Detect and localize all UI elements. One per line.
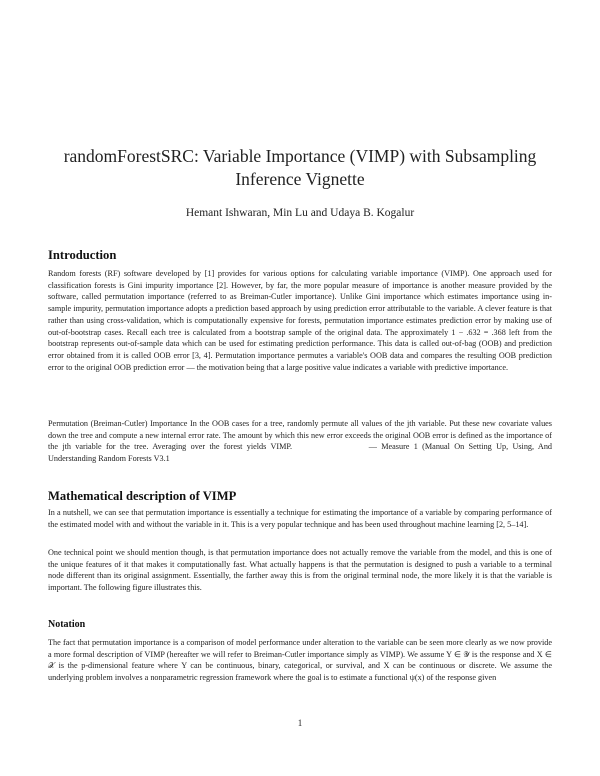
subsection-heading-notation: Notation xyxy=(48,619,86,630)
paper-title: randomForestSRC: Variable Importance (VIMP) with Subsampling Inference Vignette xyxy=(63,146,537,189)
quote-text: Permutation (Breiman-Cutler) Importance In the OOB cases for a tree, randomly permute all values of the jth variable. Put these new covariate values down the tree and compute a new internal error rate. The amount by which this new error exceeds the original OOB error is defined as the importance of the jth variable for the tree. Averaging over the forest yields VIMP. xyxy=(48,419,552,452)
intro-paragraph: Random forests (RF) software developed by [1] provides for various options for calculating variable importance (VIMP). One approach used for classification forests is Gini impurity importance [2]. However, by far, the more popular measure of importance is another measure provided by the software, called permutation importance (referred to as Breiman-Cutler importance). Unlike Gini importance which estimates importance using in-sample impurity, permutation importance adopts a prediction based approach by using prediction error attributable to the variable. A clever feature is that rather than using cross-validation, which is computationally expensive for forests, permutation importance estimates prediction error by making use of out-of-bootstrap cases. Recall each tree is calculated from a bootstrap sample of the original data. The approximately 1 − .632 = .368 left from the bootstrap represents out-of-sample data which can be used for estimating prediction performance. This data is called out-of-bag (OOB) and prediction error obtained from it is called OOB error [3, 4]. Permutation importance permutes a variable's OOB data and compares the resulting OOB prediction error to the original OOB prediction error — the motivation being that a large positive value indicates a variable with predictive importance. xyxy=(48,269,552,372)
quote-source: — Measure 1 (Manual On Setting Up, Using, And Understanding Random Forests V3.1 xyxy=(48,442,553,464)
math-paragraph-2: One technical point we should mention though, is that permutation importance does not actually remove the variable from the model, and this is one of the unique features of it that makes it computationally fast. What actually happens is that the permutation is designed to push a variable to a terminal node different than its original assignment. Essentially, the farther away this is from the original terminal node, the more likely it is that the variable is important. The following figure illustrates this. xyxy=(48,548,552,593)
math-paragraph-1: In a nutshell, we can see that permutation importance is essentially a technique for estimating the importance of a variable by comparing performance of the estimated model with and without the variable in it. This is a very popular technique and has been used throughout machine learning [2, 5–14]. xyxy=(48,508,552,529)
notation-paragraph: The fact that permutation importance is a comparison of model performance under alteration to the variable can be seen more clearly as we now provide a more formal description of VIMP (hereafter we will refer to Breiman-Cutler importance simply as VIMP). We assume Y ∈ 𝒴 is the response and X ∈ 𝒳 is the p-dimensional feature where Y can be continuous, binary, categorical, or survival, and X can be continuous or discrete. We assume the underlying problem involves a nonparametric regression framework where the goal is to estimate a functional ψ(x) of the response given xyxy=(48,638,552,683)
author-list: Hemant Ishwaran, Min Lu and Udaya B. Kogalur xyxy=(185,207,415,219)
section-heading-math: Mathematical description of VIMP xyxy=(48,489,237,503)
quote-block xyxy=(48,418,552,465)
section-heading-introduction: Introduction xyxy=(48,248,117,262)
page-number: 1 xyxy=(297,718,303,728)
